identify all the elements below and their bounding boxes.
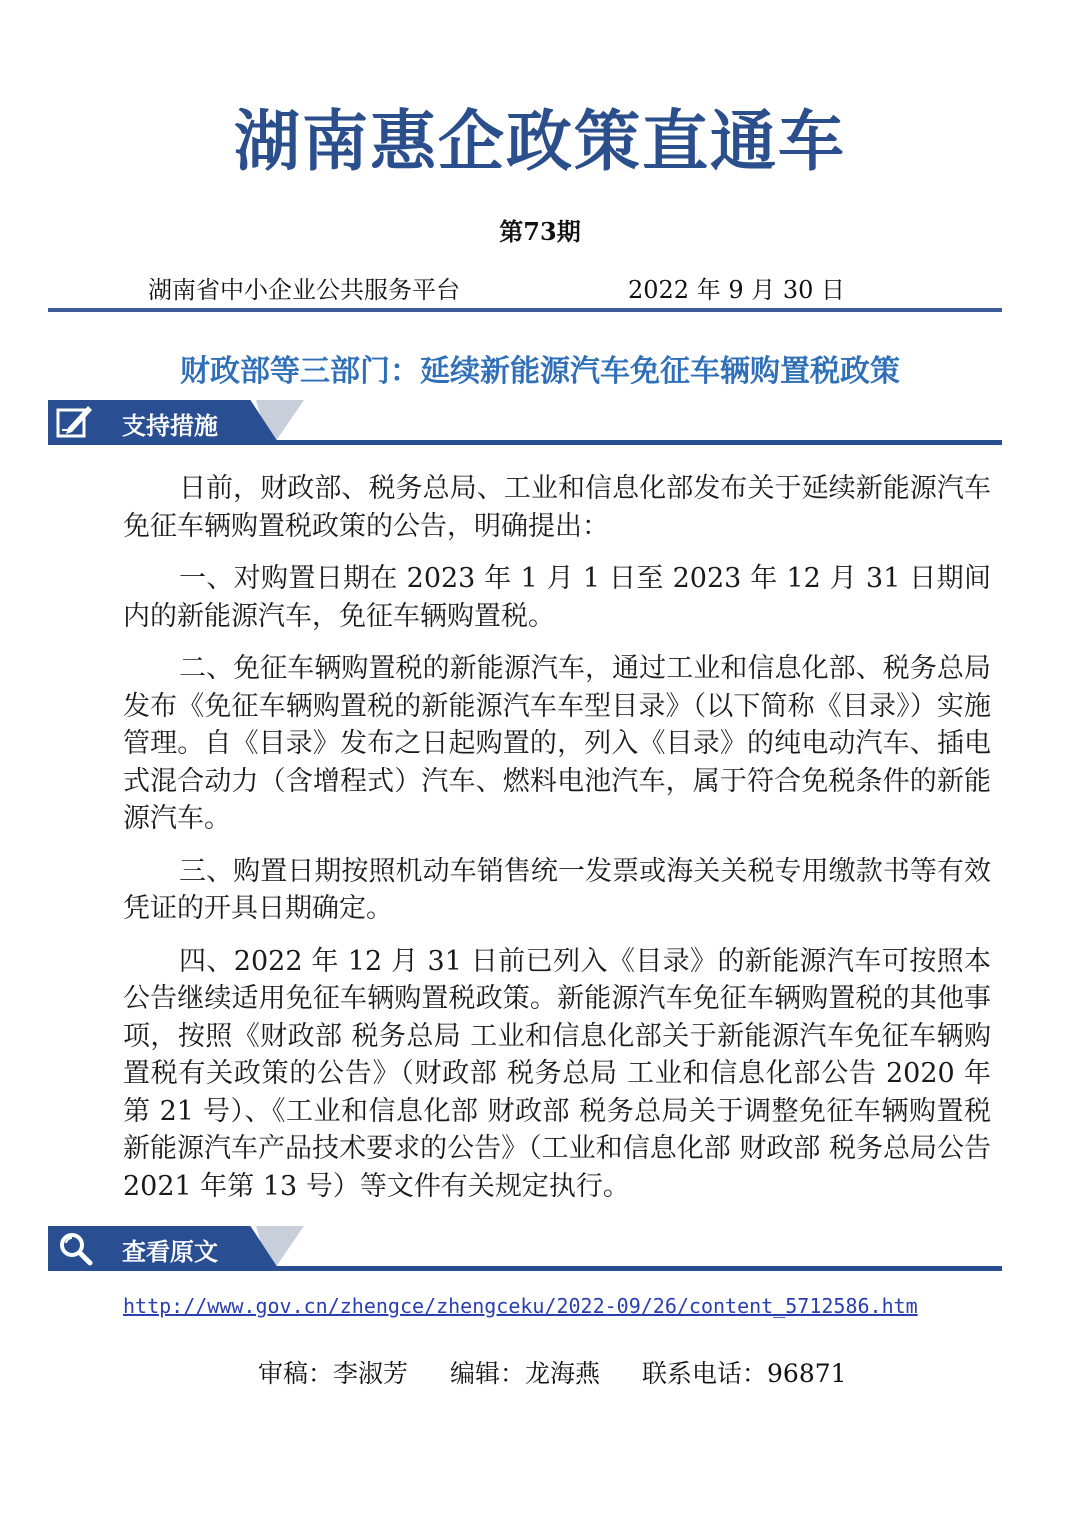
section-label: 查看原文 (122, 1238, 218, 1266)
section-header-support (48, 400, 1002, 446)
reviewer-credit: 审稿：李淑芳 (258, 1359, 409, 1388)
publisher-name: 湖南省中小企业公共服务平台 (148, 276, 460, 304)
masthead-title: 湖南惠企政策直通车 (234, 102, 846, 180)
magnifier-icon (54, 1228, 94, 1266)
pencil-note-icon (54, 402, 94, 440)
section-header-source (48, 1226, 1002, 1272)
paragraph-2: 二、免征车辆购置税的新能源汽车，通过工业和信息化部、税务总局发布《免征车辆购置税的新能源汽车车型目录》（以下简称《目录》）实施管理。自《目录》发布之日起购置的，列入《目录》的纯电动汽车、插电式混合动力（含增程式）汽车、燃料电池汽车，属于符合免税条件的新能源汽车。 (123, 653, 991, 834)
header-divider (48, 308, 1002, 312)
editor-credit: 编辑：龙海燕 (450, 1359, 601, 1388)
source-link[interactable]: http://www.gov.cn/zhengce/zhengceku/2022-09/26/content_5712586.htm (123, 1294, 918, 1318)
paragraph-4: 四、2022 年 12 月 31 日前已列入《目录》的新能源汽车可按照本公告继续适用免征车辆购置税政策。新能源汽车免征车辆购置税的其他事项，按照《财政部 税务总局 工业和信息化部关于新能源汽车免征车辆购置税有关政策的公告》（财政部 税务总局 工业和信息化部公告 2020 年第 21 号）、《工业和信息化部 财政部 税务总局关于调整免征车辆购置税新能源汽车产品技术要求的公告》（工业和信息化部 财政部 税务总局公告 2021 年第 13 号）等文件有关规定执行。 (123, 945, 991, 1202)
article-headline: 财政部等三部门：延续新能源汽车免征车辆购置税政策 (180, 354, 900, 389)
section-label: 支持措施 (122, 412, 218, 440)
paragraph-1: 一、对购置日期在 2023 年 1 月 1 日至 2023 年 12 月 31 日期间内的新能源汽车，免征车辆购置税。 (123, 563, 991, 632)
paragraph-3: 三、购置日期按照机动车销售统一发票或海关关税专用缴款书等有效凭证的开具日期确定。 (123, 855, 991, 924)
footer-credits (258, 1354, 889, 1390)
contact-phone: 联系电话：96871 (642, 1359, 847, 1388)
article-body (123, 470, 991, 1220)
publish-date: 2022 年 9 月 30 日 (628, 276, 846, 304)
issue-number: 第73期 (499, 217, 581, 246)
paragraph-intro: 日前，财政部、税务总局、工业和信息化部发布关于延续新能源汽车免征车辆购置税政策的公告，明确提出： (123, 473, 991, 542)
